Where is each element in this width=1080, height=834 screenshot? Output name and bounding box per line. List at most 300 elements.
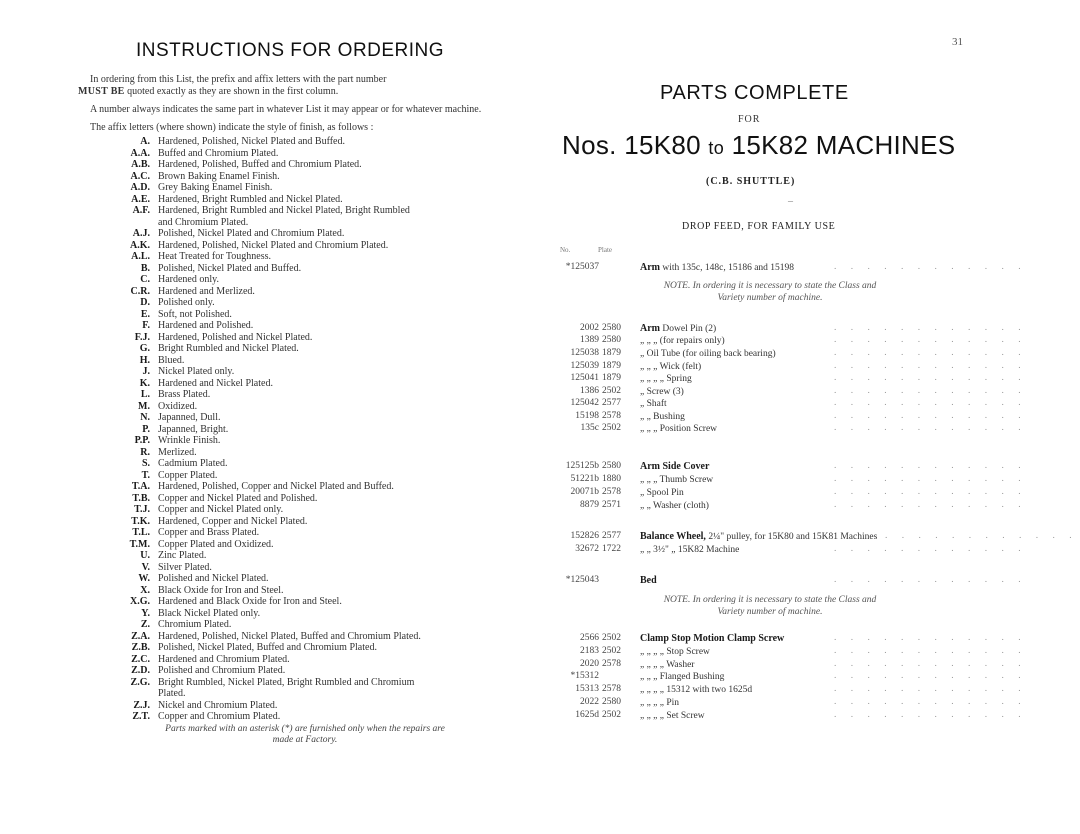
- finish-code: J.: [142, 366, 150, 377]
- part-detail: „ „ „ „ Washer: [640, 660, 695, 670]
- part-number: 1389: [580, 335, 599, 345]
- finish-description: Heat Treated for Toughness.: [158, 251, 271, 262]
- part-number: 32672: [575, 544, 599, 554]
- part-description: [640, 423, 717, 434]
- finish-description: Hardened only.: [158, 274, 219, 285]
- part-number: 2020: [580, 659, 599, 669]
- leader-dots: . . . . . . . . . . . .: [834, 361, 1027, 371]
- part-detail: with 135c, 148c, 15186 and 15198: [660, 263, 795, 273]
- finish-row: [78, 550, 512, 562]
- finish-code: Z.J.: [133, 699, 150, 711]
- finish-description: Soft, not Polished.: [158, 308, 232, 320]
- part-row: [534, 373, 1027, 385]
- note-arm-line-1: NOTE. In ordering it is necessary to state the Class and: [663, 281, 877, 291]
- leader-dots: . . . . . . . . . . . .: [834, 633, 1027, 643]
- finish-code: P.P.: [134, 435, 150, 446]
- part-detail: „ „ „ Thumb Screw: [640, 475, 714, 485]
- finish-row: [78, 286, 512, 298]
- part-heading: Bed: [640, 575, 657, 586]
- part-row: [534, 361, 1027, 373]
- finish-code: E.: [140, 308, 150, 320]
- finish-description: Brown Baking Enamel Finish.: [158, 170, 280, 182]
- finish-description: Bright Rumbled and Nickel Plated.: [158, 343, 299, 354]
- part-detail: „ „ „ Position Screw: [640, 424, 718, 434]
- finish-code: A.K.: [130, 239, 150, 251]
- leader-dots: . . . . . . . . . . . .: [834, 646, 1027, 656]
- leader-dots: . . . . . . . . . . . .: [834, 487, 1027, 497]
- plate-number: 2580: [602, 697, 621, 707]
- part-description: [640, 697, 679, 708]
- finish-description: Hardened and Nickel Plated.: [158, 377, 273, 389]
- finish-description: Hardened, Copper and Nickel Plated.: [158, 515, 308, 527]
- part-description: [640, 487, 684, 498]
- plate-number: 2502: [602, 633, 621, 643]
- leader-dots: . . . . . . . . . . . .: [834, 500, 1027, 510]
- page-number: 31: [952, 36, 963, 48]
- plate-number: 2571: [602, 500, 621, 510]
- finish-row: [78, 711, 512, 723]
- finish-row: [78, 481, 512, 493]
- part-detail: „ Screw (3): [640, 387, 684, 397]
- part-detail: „ „ „ Flanged Bushing: [640, 672, 725, 682]
- part-description: [640, 323, 716, 334]
- finish-description: Wrinkle Finish.: [158, 435, 221, 446]
- part-description: [640, 671, 724, 682]
- finish-description: Hardened and Merlized.: [158, 285, 255, 297]
- part-number: 2566: [580, 633, 599, 643]
- part-detail: Dowel Pin (2): [660, 324, 717, 334]
- plate-number: 2502: [602, 646, 621, 656]
- finish-row: [78, 343, 512, 355]
- part-detail: „ Oil Tube (for oiling back bearing): [640, 349, 776, 359]
- leader-dots: . . . . . . . . . . . .: [834, 697, 1027, 707]
- finish-row: [78, 516, 512, 528]
- finish-description: Polished, Nickel Plated and Chromium Plated.: [158, 228, 345, 239]
- finish-description: Hardened, Polished, Copper and Nickel Plated and Buffed.: [158, 481, 394, 492]
- part-detail: 2¼" pulley, for 15K80 and 15K81 Machines: [705, 532, 878, 542]
- finish-row: [78, 654, 512, 666]
- part-detail: „ „ Bushing: [640, 412, 685, 422]
- finish-code: F.J.: [134, 331, 150, 343]
- finish-row: [78, 631, 512, 643]
- finish-code: A.E.: [131, 193, 150, 205]
- part-number: 1625d: [575, 710, 599, 720]
- instructions-title: INSTRUCTIONS FOR ORDERING: [136, 40, 445, 61]
- finish-description: Polished only.: [158, 297, 215, 308]
- finish-code: X.: [140, 584, 150, 596]
- machines-nos: Nos.: [562, 130, 617, 160]
- part-row: [534, 544, 1027, 556]
- finish-code: N.: [140, 412, 150, 423]
- finish-description: Chromium Plated.: [158, 619, 232, 630]
- leader-dots: . . . . . . . . . . . .: [834, 323, 1027, 333]
- finish-row: [78, 493, 512, 505]
- leader-dots: . . . . . . . . . . . .: [834, 373, 1027, 383]
- finish-description: Silver Plated.: [158, 561, 212, 573]
- para1-must: MUST BE: [78, 86, 125, 97]
- finish-row: [78, 700, 512, 712]
- finish-row: [78, 677, 512, 689]
- finish-row: [78, 228, 512, 240]
- note-bed-line-2: Variety number of machine.: [717, 607, 823, 617]
- finish-description: Hardened, Polished, Nickel Plated and Chromium Plated.: [158, 239, 389, 251]
- part-number: *125037: [565, 262, 599, 272]
- finish-row: [78, 332, 512, 344]
- finish-row: [78, 447, 512, 459]
- part-row: [534, 323, 1027, 335]
- machines-heading: [562, 130, 955, 161]
- plate-number: 2578: [602, 411, 621, 421]
- finish-code: [78, 688, 158, 700]
- finish-description: Bright Rumbled, Nickel Plated, Bright Rumbled and Chromium: [158, 676, 415, 688]
- finish-code: [78, 217, 158, 229]
- finish-description: Japanned, Bright.: [158, 423, 229, 435]
- part-number: 2183: [580, 646, 599, 656]
- part-description: [640, 500, 709, 511]
- note-arm-line-2: Variety number of machine.: [717, 293, 823, 303]
- finish-row: [78, 470, 512, 482]
- part-number: 125038: [570, 348, 599, 358]
- finish-description: Copper and Nickel Plated only.: [158, 504, 284, 515]
- plate-number: 2502: [602, 386, 621, 396]
- part-row: [534, 398, 1027, 410]
- plate-number: 2578: [602, 487, 621, 497]
- finish-code: A.D.: [130, 182, 150, 193]
- part-row: [534, 348, 1027, 360]
- finish-description: Plated.: [158, 688, 186, 699]
- part-number: 20071b: [570, 487, 599, 497]
- plate-number: 1879: [602, 373, 621, 383]
- part-detail: „ „ „ „ Stop Screw: [640, 647, 710, 657]
- leader-dots: . . . . . . . . . . . .: [885, 531, 1078, 541]
- finish-description: Hardened and Chromium Plated.: [158, 653, 290, 665]
- finish-code: T.M.: [129, 538, 150, 550]
- finish-description: Hardened and Black Oxide for Iron and Steel.: [158, 596, 342, 607]
- instructions-para-2: A number always indicates the same part in whatever List it may appear or for whatever machine.: [90, 104, 482, 115]
- leader-dots: . . . . . . . . . . . .: [834, 348, 1027, 358]
- leader-dots: . . . . . . . . . . . .: [834, 671, 1027, 681]
- part-number: 8879: [580, 500, 599, 510]
- finish-code: U.: [140, 550, 150, 561]
- part-detail: „ „ „ „ Spring: [640, 374, 692, 384]
- leader-dots: . . . . . . . . . . . .: [834, 710, 1027, 720]
- part-detail: „ „ „ „ 15312 with two 1625d: [640, 685, 753, 695]
- finish-row: [78, 665, 512, 677]
- finish-row: [78, 240, 512, 252]
- part-number: *15312: [570, 671, 599, 681]
- finish-row: [78, 366, 512, 378]
- part-description: [640, 461, 709, 472]
- finish-description: Copper Plated.: [158, 469, 218, 481]
- finish-row: [78, 562, 512, 574]
- finish-code: G.: [139, 343, 150, 354]
- part-row: [534, 646, 1027, 658]
- leader-dots: . . . . . . . . . . . .: [834, 262, 1027, 272]
- part-description: [640, 348, 776, 359]
- plate-number: 2577: [602, 398, 621, 408]
- finish-description: Nickel Plated only.: [158, 366, 235, 377]
- part-number: 1386: [580, 386, 599, 396]
- finish-row: [78, 412, 512, 424]
- part-description: [640, 684, 752, 695]
- leader-dots: . . . . . . . . . . . .: [834, 461, 1027, 471]
- leader-dots: . . . . . . . . . . . .: [834, 386, 1027, 396]
- footnote-line-2: made at Factory.: [272, 735, 338, 745]
- finish-row: [78, 527, 512, 539]
- finish-code: F.: [142, 320, 150, 331]
- finish-code: Z.G.: [130, 676, 150, 688]
- part-number: 125125b: [565, 461, 599, 471]
- finish-description: Hardened, Polished, Buffed and Chromium Plated.: [158, 159, 362, 170]
- part-number: 51221b: [570, 474, 599, 484]
- finish-code: W.: [138, 573, 150, 584]
- shuttle-subtitle: (C.B. SHUTTLE): [706, 176, 796, 187]
- leader-dots: . . . . . . . . . . . .: [834, 544, 1027, 554]
- parts-complete-heading: PARTS COMPLETE: [660, 82, 849, 104]
- finish-code: D.: [140, 297, 150, 308]
- finish-row: [78, 159, 512, 171]
- part-description: [640, 335, 725, 346]
- plate-number: 2502: [602, 710, 621, 720]
- plate-number: 2580: [602, 461, 621, 471]
- finish-code: T.K.: [131, 515, 150, 527]
- finish-row: [78, 504, 512, 516]
- note-bed: [566, 594, 974, 618]
- finish-code: A.B.: [131, 159, 150, 170]
- finish-description: Copper and Brass Plated.: [158, 527, 260, 538]
- part-row: [534, 461, 1027, 473]
- para1-text: In ordering from this List, the prefix and affix letters with the part number: [90, 74, 387, 85]
- part-heading: Clamp Stop Motion Clamp Screw: [640, 633, 785, 644]
- leader-dots: . . . . . . . . . . . .: [834, 684, 1027, 694]
- finish-row: [78, 573, 512, 585]
- finish-code: M.: [138, 400, 150, 412]
- finish-description: Polished and Nickel Plated.: [158, 573, 269, 584]
- part-description: [640, 398, 667, 409]
- finish-row: [78, 401, 512, 413]
- part-description: [640, 633, 784, 644]
- finish-code: X.G.: [130, 596, 150, 607]
- finish-row: [78, 297, 512, 309]
- plate-number: 2577: [602, 531, 621, 541]
- finish-code: Z.D.: [131, 665, 150, 676]
- finish-list: [78, 136, 512, 723]
- part-detail: „ „ „ „ Set Screw: [640, 711, 705, 721]
- finish-code: Z.B.: [131, 642, 150, 653]
- machines-to: to: [708, 138, 725, 158]
- part-row: [534, 474, 1027, 486]
- plate-number: 1879: [602, 361, 621, 371]
- machines-end: 15K82 MACHINES: [731, 130, 956, 160]
- part-detail: „ „ „ „ Pin: [640, 698, 680, 708]
- part-description: [640, 474, 713, 485]
- note-arm: [566, 280, 974, 304]
- leader-dots: . . . . . . . . . . . .: [834, 398, 1027, 408]
- instructions-column: [78, 40, 512, 747]
- leader-dots: . . . . . . . . . . . .: [834, 411, 1027, 421]
- column-header-no: No.: [560, 246, 571, 254]
- finish-row: [78, 585, 512, 597]
- finish-code: A.: [140, 136, 150, 147]
- finish-code: T.B.: [132, 492, 150, 504]
- finish-row: [78, 608, 512, 620]
- finish-code: A.L.: [131, 251, 150, 262]
- finish-description: Oxidized.: [158, 400, 198, 412]
- part-number: 135c: [580, 423, 599, 433]
- finish-code: T.J.: [134, 504, 150, 515]
- finish-row: [78, 435, 512, 447]
- finish-code: Z.A.: [131, 630, 150, 642]
- finish-description: Hardened and Polished.: [158, 320, 254, 331]
- finish-code: C.R.: [130, 285, 150, 297]
- part-row: [534, 575, 1027, 587]
- finish-row: [78, 320, 512, 332]
- finish-row: [78, 389, 512, 401]
- part-heading: Arm: [640, 323, 660, 334]
- plate-number: 1722: [602, 544, 621, 554]
- finish-code: L.: [140, 389, 150, 400]
- finish-code: Z.C.: [131, 653, 150, 665]
- part-row: [534, 684, 1027, 696]
- part-row: [534, 423, 1027, 435]
- plate-number: 2578: [602, 659, 621, 669]
- finish-description: Polished, Nickel Plated, Buffed and Chromium Plated.: [158, 642, 377, 653]
- finish-code: T.L.: [132, 527, 150, 538]
- part-row: [534, 697, 1027, 709]
- finish-description: Brass Plated.: [158, 389, 211, 400]
- finish-code: S.: [141, 458, 150, 469]
- part-row: [534, 671, 1027, 683]
- plate-number: 2502: [602, 423, 621, 433]
- para1-rest: quoted exactly as they are shown in the first column.: [124, 86, 339, 97]
- finish-code: A.J.: [132, 228, 150, 239]
- finish-row: [78, 688, 512, 700]
- separator-dash: –: [788, 196, 793, 207]
- finish-row: [78, 274, 512, 286]
- plate-number: 2578: [602, 684, 621, 694]
- finish-row: [78, 263, 512, 275]
- finish-description: Hardened, Bright Rumbled and Nickel Plated.: [158, 193, 343, 205]
- plate-number: 2580: [602, 335, 621, 345]
- finish-code: V.: [141, 561, 150, 573]
- finish-description: Buffed and Chromium Plated.: [158, 147, 279, 159]
- finish-description: Copper and Chromium Plated.: [158, 711, 281, 722]
- finish-row: [78, 539, 512, 551]
- finish-row: [78, 251, 512, 263]
- finish-row: [78, 205, 512, 217]
- part-number: 125039: [570, 361, 599, 371]
- note-bed-line-1: NOTE. In ordering it is necessary to state the Class and: [663, 595, 877, 605]
- part-description: [640, 531, 877, 542]
- finish-description: Polished and Chromium Plated.: [158, 665, 286, 676]
- finish-description: Hardened, Polished, Nickel Plated and Buffed.: [158, 136, 345, 147]
- instructions-para-1: [78, 74, 512, 98]
- finish-description: Black Nickel Plated only.: [158, 607, 261, 619]
- finish-description: Japanned, Dull.: [158, 412, 221, 423]
- part-detail: „ „ Washer (cloth): [640, 501, 709, 511]
- part-description: [640, 262, 794, 273]
- finish-code: C.: [140, 274, 150, 285]
- finish-row: [78, 596, 512, 608]
- finish-description: Cadmium Plated.: [158, 458, 228, 469]
- part-detail: „ „ „ (for repairs only): [640, 336, 725, 346]
- finish-description: Blued.: [158, 354, 185, 366]
- finish-row: [78, 424, 512, 436]
- finish-description: Merlized.: [158, 446, 197, 458]
- finish-description: Copper and Nickel Plated and Polished.: [158, 492, 318, 504]
- machines-main: 15K80: [624, 130, 701, 160]
- part-description: [640, 544, 739, 555]
- part-heading: Arm Side Cover: [640, 461, 710, 472]
- finish-description: Nickel and Chromium Plated.: [158, 699, 278, 711]
- finish-code: H.: [139, 354, 150, 366]
- part-row: [534, 411, 1027, 423]
- finish-code: P.: [142, 423, 150, 435]
- asterisk-footnote: [78, 724, 512, 747]
- finish-description: Hardened, Bright Rumbled and Nickel Plated, Bright Rumbled: [158, 205, 410, 216]
- finish-row: [78, 194, 512, 206]
- part-number: 15313: [575, 684, 599, 694]
- leader-dots: . . . . . . . . . . . .: [834, 575, 1027, 585]
- finish-row: [78, 182, 512, 194]
- part-row: [534, 335, 1027, 347]
- part-number: *125043: [565, 575, 599, 585]
- finish-row: [78, 355, 512, 367]
- finish-description: and Chromium Plated.: [158, 216, 249, 228]
- footnote-line-1: Parts marked with an asterisk (*) are furnished only when the repairs are: [165, 723, 445, 734]
- part-detail: „ Spool Pin: [640, 488, 684, 498]
- part-description: [640, 659, 694, 670]
- leader-dots: . . . . . . . . . . . .: [834, 474, 1027, 484]
- finish-description: Grey Baking Enamel Finish.: [158, 182, 273, 193]
- finish-description: Hardened, Polished, Nickel Plated, Buffed and Chromium Plated.: [158, 630, 421, 642]
- part-row: [534, 487, 1027, 499]
- finish-code: Y.: [141, 607, 150, 619]
- part-number: 125042: [570, 398, 599, 408]
- part-row: [534, 386, 1027, 398]
- finish-row: [78, 309, 512, 321]
- part-row: [534, 500, 1027, 512]
- finish-description: Copper Plated and Oxidized.: [158, 538, 274, 550]
- part-row: [534, 659, 1027, 671]
- part-description: [640, 361, 701, 372]
- leader-dots: . . . . . . . . . . . .: [834, 335, 1027, 345]
- plate-number: 2580: [602, 323, 621, 333]
- part-number: 152826: [570, 531, 599, 541]
- part-row: [534, 531, 1078, 543]
- part-description: [640, 710, 705, 721]
- part-description: [640, 411, 685, 422]
- part-description: [640, 575, 657, 586]
- finish-row: [78, 619, 512, 631]
- finish-code: T.A.: [131, 481, 150, 492]
- finish-row: [78, 148, 512, 160]
- part-detail: „ Shaft: [640, 399, 667, 409]
- instructions-para-3: The affix letters (where shown) indicate the style of finish, as follows :: [90, 122, 374, 133]
- leader-dots: . . . . . . . . . . . .: [834, 659, 1027, 669]
- finish-row: [78, 378, 512, 390]
- part-detail: „ „ 3½" „ 15K82 Machine: [640, 545, 740, 555]
- finish-row: [78, 217, 512, 229]
- part-row: [534, 262, 1027, 274]
- finish-row: [78, 171, 512, 183]
- for-label: FOR: [738, 114, 761, 125]
- drop-feed-heading: DROP FEED, FOR FAMILY USE: [682, 221, 836, 232]
- finish-code: A.A.: [130, 147, 150, 159]
- column-header-plate: Plate: [598, 246, 612, 254]
- finish-code: B.: [140, 262, 150, 274]
- part-row: [534, 710, 1027, 722]
